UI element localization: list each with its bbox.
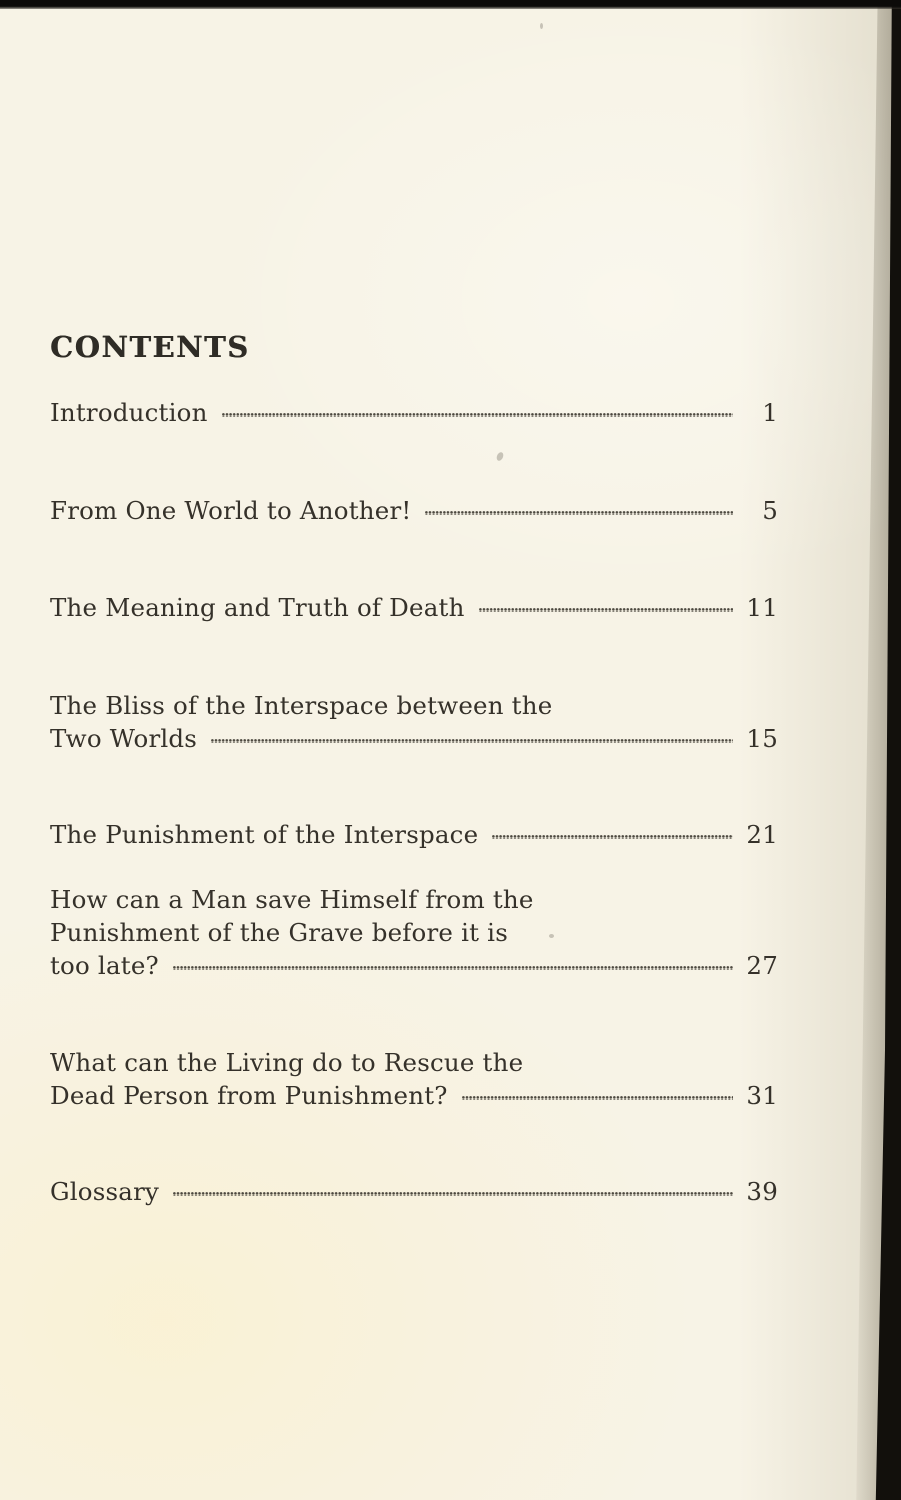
toc-page-content	[50, 0, 778, 1500]
toc-page-number: 1	[762, 398, 778, 427]
toc-entry-how-can-man-save	[50, 883, 778, 982]
toc-entry-meaning-truth-death	[50, 591, 778, 624]
toc-entry-label: Dead Person from Punishment?	[50, 1081, 448, 1110]
toc-entry-what-can-living-do	[50, 1046, 778, 1112]
toc-entry-label: Glossary	[50, 1177, 160, 1206]
toc-entry-punishment-interspace	[50, 818, 778, 851]
toc-page-number: 39	[746, 1177, 778, 1206]
toc-entry-from-one-world	[50, 494, 778, 527]
toc-page-number: 11	[746, 593, 778, 622]
toc-entry-label: The Punishment of the Interspace	[50, 820, 479, 849]
toc-entry-introduction	[50, 396, 778, 429]
toc-page-number: 15	[746, 724, 778, 753]
toc-entry-label: From One World to Another!	[50, 496, 412, 525]
scan-speck	[540, 23, 543, 29]
page-title: CONTENTS	[50, 330, 250, 364]
toc-entry-label: How can a Man save Himself from the	[50, 885, 534, 914]
toc-entry-bliss-interspace	[50, 689, 778, 755]
toc-entry-label: The Meaning and Truth of Death	[50, 593, 465, 622]
toc-entry-label: The Bliss of the Interspace between the	[50, 691, 553, 720]
toc-entry-label: Introduction	[50, 398, 208, 427]
scan-edge-top	[0, 0, 901, 9]
toc-entry-label: Two Worlds	[50, 724, 198, 753]
toc-entry-label: Punishment of the Grave before it is	[50, 918, 508, 947]
toc-entry-label: too late?	[50, 951, 159, 980]
scan-speck	[549, 934, 554, 938]
toc-page-number: 31	[746, 1081, 778, 1110]
toc-page-number: 21	[746, 820, 778, 849]
toc-page-number: 5	[762, 496, 778, 525]
toc-entry-glossary	[50, 1175, 778, 1208]
toc-page-number: 27	[746, 951, 778, 980]
toc-entry-label: What can the Living do to Rescue the	[50, 1048, 524, 1077]
